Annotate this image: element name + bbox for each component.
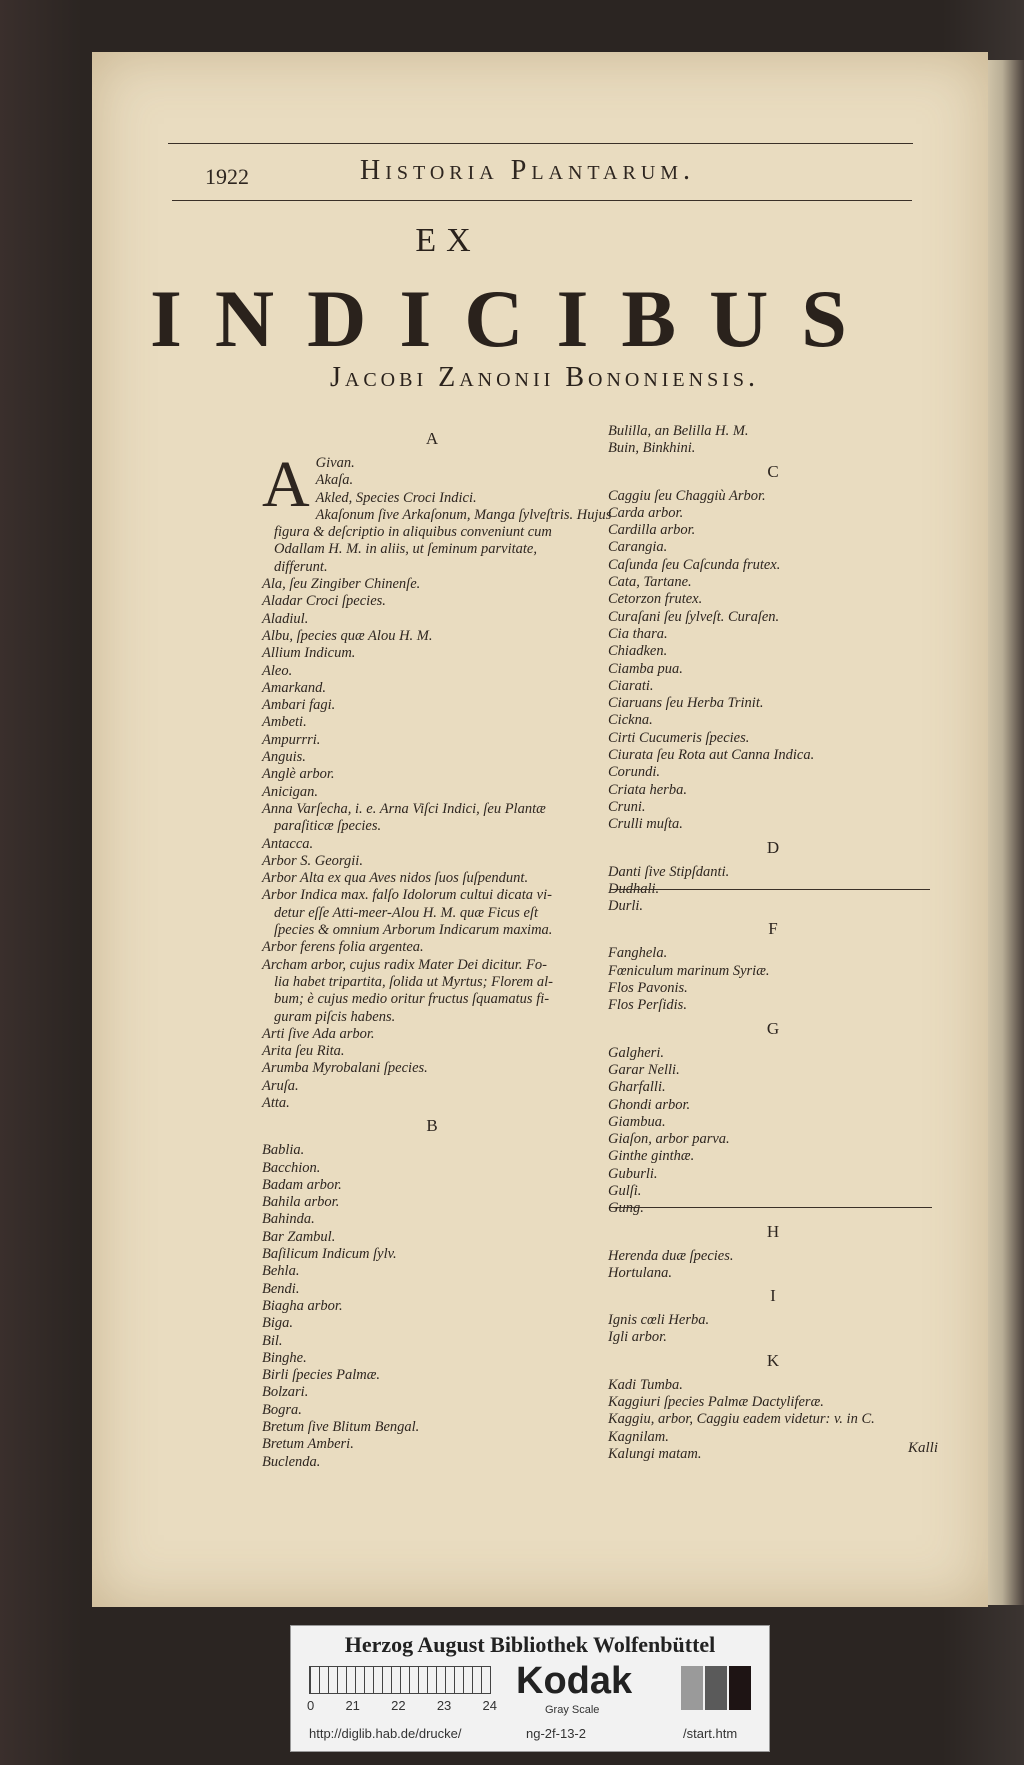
index-entry: Archam arbor, cujus radix Mater Dei dicitur. Fo- — [262, 956, 548, 973]
index-entry: Crulli muſta. — [608, 816, 683, 833]
index-entry: Guburli. — [608, 1165, 658, 1182]
section-letter: I — [770, 1286, 776, 1306]
index-entry: Arbor ferens folia argentea. — [262, 939, 424, 956]
index-entry: Bogra. — [262, 1401, 302, 1418]
index-entry: Arumba Myrobalani ſpecies. — [262, 1060, 428, 1077]
index-entry: Allium Indicum. — [262, 645, 356, 662]
gray-scale-label: Gray Scale — [545, 1704, 600, 1716]
section-letter: B — [426, 1116, 438, 1136]
index-entry: Amarkand. — [262, 679, 327, 696]
index-entry: Kaggiu, arbor, Caggiu eadem videtur: v. in C. — [608, 1411, 875, 1428]
index-entry: Anglè arbor. — [262, 766, 335, 783]
index-entry: Aladar Croci ſpecies. — [262, 593, 386, 610]
ruler-number: 22 — [391, 1698, 406, 1713]
section-letter: D — [766, 837, 780, 857]
index-entry: Aruſa. — [262, 1077, 299, 1094]
index-entry-continuation: figura & deſcriptio in aliquibus conveniunt cum — [274, 524, 552, 541]
index-entry: Buin, Binkhini. — [608, 440, 696, 457]
section-letter: K — [766, 1350, 780, 1370]
index-entry-continuation: Odallam H. M. in aliis, ut ſeminum parvitate, — [274, 541, 537, 558]
index-entry: Ciamba pua. — [608, 660, 683, 677]
index-entry: Bacchion. — [262, 1159, 321, 1176]
index-entry: Ghondi arbor. — [608, 1096, 691, 1113]
gray-swatch — [729, 1666, 751, 1710]
title-main: INDICIBUS — [150, 273, 880, 364]
index-entry: Arti ſive Ada arbor. — [262, 1025, 375, 1042]
index-entry: Corundi. — [608, 764, 660, 781]
index-entry: Cardilla arbor. — [608, 522, 696, 539]
ruler-number: 23 — [436, 1698, 452, 1713]
index-entry: Arita ſeu Rita. — [262, 1043, 345, 1060]
index-entry: Flos Pavonis. — [608, 980, 688, 997]
ruler-number: 21 — [345, 1698, 360, 1713]
index-entry: Igli arbor. — [608, 1329, 667, 1346]
index-entry: Fœniculum marinum Syriæ. — [608, 962, 770, 979]
index-entry-text: Givan. — [315, 455, 355, 471]
index-entry-continuation: paraſiticæ ſpecies. — [274, 818, 382, 835]
index-entry: Ampurrri. — [262, 731, 321, 748]
index-entry: Ignis cœli Herba. — [608, 1312, 710, 1329]
index-entry: Fanghela. — [608, 945, 668, 962]
index-entry: Aladiul. — [262, 610, 309, 627]
index-entry: Bendi. — [262, 1280, 300, 1297]
index-entry: Gharfalli. — [608, 1079, 666, 1096]
top-rule — [168, 143, 913, 144]
index-entry: Biagha arbor. — [262, 1297, 343, 1314]
index-entry-continuation: differunt. — [274, 558, 328, 575]
index-entry: Kaggiuri ſpecies Palmæ Dactyliferæ. — [608, 1394, 824, 1411]
index-entry: Anna Varſecha, i. e. Arna Viſci Indici, ſeu Plantæ — [262, 800, 546, 817]
index-entry: Ciurata ſeu Rota aut Canna Indica. — [608, 747, 815, 764]
index-entry: Giambua. — [608, 1113, 666, 1130]
section-letter: C — [767, 461, 779, 481]
index-entry: Arbor Indica max. falſo Idolorum cultui dicata vi- — [262, 887, 552, 904]
title-ex: EX — [415, 222, 481, 259]
ruler-scale — [309, 1666, 491, 1694]
index-entry: Bretum ſive Blitum Bengal. — [262, 1419, 420, 1436]
index-entry: Flos Perſidis. — [608, 997, 687, 1014]
index-entry-continuation: detur eſſe Atti-meer-Alou H. M. quæ Ficus eſt — [274, 904, 539, 921]
index-entry-continuation: lia habet tripartita, ſolida ut Myrtus; Florem al- — [274, 973, 553, 990]
index-entry: Cirti Cucumeris ſpecies. — [608, 729, 750, 746]
index-entry: Akaſa. — [315, 472, 354, 489]
gray-swatch — [705, 1666, 727, 1710]
index-entry: Carangia. — [608, 539, 668, 556]
index-entry: Bablia. — [262, 1142, 305, 1159]
index-entry: Cia thara. — [608, 625, 668, 642]
index-entry: Anicigan. — [262, 783, 318, 800]
index-entry: Arbor S. Georgii. — [262, 852, 363, 869]
index-entry: Bulilla, an Belilla H. M. — [608, 423, 749, 439]
index-entry: Gung. — [608, 1200, 644, 1217]
index-entry: Dudhali. — [608, 880, 660, 897]
index-entry: Carda arbor. — [608, 504, 684, 521]
index-entry-continuation: bum; è cujus medio oritur fructus ſquamatus fi- — [274, 991, 550, 1008]
index-entry: Ambari fagi. — [262, 697, 336, 714]
url-left[interactable]: http://diglib.hab.de/drucke/ — [309, 1726, 462, 1741]
index-entry: Akaſonum ſive Arkaſonum, Manga ſylveſtris. Hujus — [315, 506, 612, 523]
index-entry-continuation: ſpecies & omnium Arborum Indicarum maxima. — [274, 922, 553, 939]
section-letter: G — [766, 1018, 780, 1038]
index-entry: Cata, Tartane. — [608, 574, 692, 591]
catchword: Kalli — [908, 1440, 939, 1456]
index-entry: Anguis. — [262, 749, 306, 766]
ruler-number: 0 — [307, 1698, 315, 1713]
index-column-left — [262, 425, 612, 1471]
index-entry: Bar Zambul. — [262, 1228, 336, 1245]
library-name: Herzog August Bibliothek Wolfenbüttel — [344, 1632, 716, 1657]
index-entry: Arbor Alta ex qua Aves nidos ſuos ſuſpendunt. — [262, 870, 529, 887]
section-letter: A — [425, 429, 439, 448]
index-entry: Durli. — [608, 898, 644, 915]
index-entry: Bahinda. — [262, 1211, 315, 1228]
section-letter: F — [768, 919, 778, 939]
index-entry: Biga. — [262, 1315, 294, 1332]
index-entry: Behla. — [262, 1263, 300, 1280]
url-mid[interactable]: ng-2f-13-2 — [526, 1726, 586, 1741]
drop-cap: A — [262, 448, 310, 521]
index-entry: Aleo. — [262, 662, 293, 679]
index-entry: Badam arbor. — [262, 1176, 342, 1193]
index-entry: Chiadken. — [608, 643, 668, 660]
index-entry: Caggiu ſeu Chaggiù Arbor. — [608, 487, 766, 504]
index-entry: Birli ſpecies Palmæ. — [262, 1367, 380, 1384]
index-entry: Bolzari. — [262, 1384, 309, 1401]
adjacent-page-edge — [988, 60, 1024, 1605]
url-right[interactable]: /start.htm — [683, 1726, 738, 1741]
index-entry: Cickna. — [608, 712, 653, 729]
index-entry: Hortulana. — [608, 1264, 673, 1281]
index-entry: Kalungi matam. — [608, 1445, 702, 1462]
column-rule-h — [610, 1207, 932, 1208]
index-entry: Caſunda ſeu Caſcunda frutex. — [608, 556, 781, 573]
index-entry: Binghe. — [262, 1349, 307, 1366]
index-entry: Albu, ſpecies quæ Alou H. M. — [262, 627, 433, 644]
running-head: Historia Plantarum. — [360, 155, 696, 186]
index-entry: Garar Nelli. — [608, 1061, 680, 1078]
index-entry: Bil. — [262, 1332, 283, 1349]
index-entry: Buclenda. — [262, 1453, 321, 1470]
index-entry-continuation: guram piſcis habens. — [274, 1008, 396, 1025]
index-entry: Criata herba. — [608, 781, 687, 798]
index-entry: Curaſani ſeu ſylveſt. Curaſen. — [608, 608, 780, 625]
index-entry: Ciarati. — [608, 677, 654, 694]
header-rule — [172, 200, 912, 201]
ruler-number: 24 — [482, 1698, 497, 1713]
index-entry: Bretum Amberi. — [262, 1436, 354, 1453]
index-entry: Galgheri. — [608, 1044, 664, 1061]
index-entry: Gulſi. — [608, 1182, 642, 1199]
gray-swatch — [681, 1666, 703, 1710]
index-entry: Cetorzon frutex. — [608, 591, 703, 608]
index-entry: Ginthe ginthæ. — [608, 1148, 695, 1165]
index-entry: Baſilicum Indicum ſylv. — [262, 1246, 397, 1263]
index-entry: Ala, ſeu Zingiber Chinenſe. — [262, 576, 421, 593]
page-number: 1922 — [205, 164, 249, 189]
index-entry: Antacca. — [262, 835, 314, 852]
ruler-numbers — [307, 1698, 497, 1713]
index-entry: Danti ſive Stipſdanti. — [608, 863, 730, 880]
scan-label — [290, 1625, 770, 1752]
index-entry: Ambeti. — [262, 714, 307, 731]
index-entry: Cruni. — [608, 798, 646, 815]
column-rule-d — [610, 889, 930, 890]
title-author: Jacobi Zanonii Bononiensis. — [330, 362, 759, 393]
index-entry: Atta. — [262, 1094, 290, 1111]
index-entry: Kadi Tumba. — [608, 1376, 683, 1393]
kodak-logo: Kodak — [516, 1660, 633, 1702]
index-entry: Akled, Species Croci Indici. — [315, 489, 477, 506]
index-entry: Giaſon, arbor parva. — [608, 1131, 730, 1148]
index-entry: Kagnilam. — [608, 1428, 669, 1445]
index-entry: Herenda duæ ſpecies. — [608, 1247, 734, 1264]
index-entry: Ciaruans ſeu Herba Trinit. — [608, 695, 764, 712]
section-letter: H — [766, 1221, 780, 1241]
index-entry: Bahila arbor. — [262, 1194, 340, 1211]
index-column-right — [608, 423, 938, 1463]
